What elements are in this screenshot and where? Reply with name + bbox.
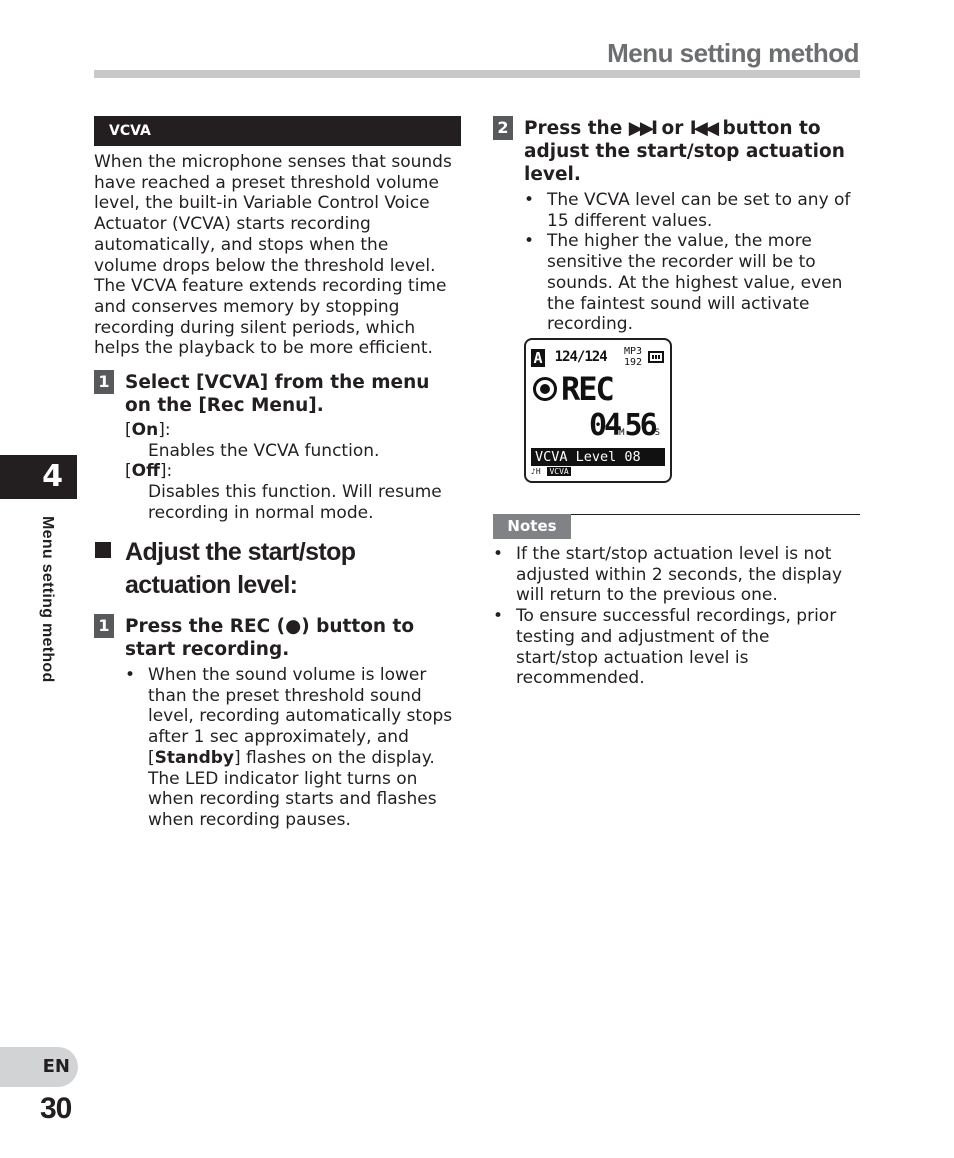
- option-on-description: Enables the VCVA function.: [148, 440, 380, 461]
- bitrate: 192: [623, 357, 643, 368]
- step-select-vcva-title: [125, 371, 455, 417]
- lcd-status-row: [531, 348, 613, 368]
- section-heading: Adjust the start/stop actuation level:: [125, 538, 356, 599]
- second-unit: S: [654, 428, 661, 438]
- option-on-row: [On]:: [125, 420, 171, 440]
- rec-status: REC: [561, 370, 613, 408]
- option-off-row: [Off]:: [125, 461, 173, 482]
- step-text: Select [: [125, 372, 205, 393]
- step-text: button to adjust the start/stop actuation level.: [524, 118, 845, 185]
- time-seconds: 56: [624, 408, 655, 443]
- list-item: • If the start/stop actuation level is not adjusted within 2 seconds, the display will return to the previous one.: [493, 544, 853, 606]
- option-off-label: Off: [131, 461, 160, 482]
- page-number: 30: [40, 1092, 72, 1125]
- mic-sensitivity-icon: ♪: [531, 467, 536, 476]
- step-text: Press the: [524, 118, 629, 139]
- chapter-tab: 4: [0, 455, 77, 499]
- header-rule: [94, 70, 860, 78]
- format-type: MP3: [623, 346, 643, 357]
- step-number-badge: 1: [94, 370, 114, 394]
- bullet-text: ] flashes on the display. The LED indicator light turns on when recording starts and flashes when recording pauses.: [148, 747, 437, 830]
- option-off-description: Disables this function. Will resume recording in normal mode.: [148, 482, 442, 523]
- chapter-side-label: Menu setting method: [39, 516, 56, 683]
- step-number-badge: 2: [493, 116, 513, 140]
- minute-unit: M: [619, 428, 625, 438]
- menu-name: Rec Menu: [206, 395, 309, 416]
- menu-item-name: VCVA: [204, 372, 260, 393]
- list-item: [125, 665, 457, 831]
- step-text: ].: [308, 395, 324, 416]
- vcva-mode-badge: VCVA: [549, 467, 569, 476]
- standby-label: Standby: [154, 747, 235, 768]
- list-item: • The VCVA level can be set to any of 15 different values.: [524, 190, 862, 231]
- page-header-title: Menu setting method: [607, 38, 859, 68]
- level-bullet-list: [524, 190, 862, 335]
- file-counter: 124/124: [554, 349, 607, 365]
- intro-paragraph: When the microphone senses that sounds have reached a preset threshold volume level, the built-in Variable Control Voice Actuator (VCVA) starts recording automatically, and stops when the volume drops below the threshold level. The VCVA feature extends recording time and conserves memory by stopping recording during silent periods, which helps the playback to be more efficient.: [94, 152, 452, 359]
- section-title-bar: VCVA: [94, 116, 461, 146]
- step-number-badge: 1: [94, 614, 114, 638]
- notes-label: Notes: [493, 514, 571, 539]
- rec-symbol: (●): [270, 616, 317, 637]
- elapsed-time: [589, 409, 660, 450]
- format-indicator: [621, 346, 645, 368]
- battery-icon: [648, 351, 664, 363]
- rewind-icon: I◀◀: [689, 118, 717, 139]
- recorder-display-illustration: [524, 338, 672, 483]
- step-text: or: [655, 118, 690, 139]
- folder-indicator: A: [531, 349, 545, 367]
- step-adjust-level-title: [524, 117, 860, 186]
- step-text: Press the: [125, 616, 230, 637]
- time-minutes: 04: [589, 408, 620, 443]
- mic-sensitivity-label: H: [535, 467, 541, 476]
- bottom-indicator-row: [531, 467, 571, 477]
- bullet-text: When the sound volume is lower than the preset threshold sound level, recording automatically stops after 1 sec approximately, and [: [148, 665, 453, 768]
- list-item: • To ensure successful recordings, prior testing and adjustment of the start/stop actuation level is recommended.: [493, 606, 853, 689]
- language-tab: EN: [0, 1047, 78, 1087]
- option-list: [125, 420, 455, 524]
- rec-key-label: REC: [229, 616, 271, 637]
- vcva-level-readout: VCVA Level 08: [531, 448, 665, 466]
- list-item: • The higher the value, the more sensitive the recorder will be to sounds. At the highest value, even the faintest sound will activate recording.: [524, 231, 862, 335]
- step-text: ] from the menu on the [: [125, 372, 430, 416]
- step-press-rec-title: [125, 615, 455, 661]
- rec-bullet-list: [125, 665, 457, 831]
- lcd-screen: [531, 345, 665, 476]
- notes-list: [493, 544, 853, 689]
- step-text: button to start recording.: [125, 616, 415, 660]
- fast-forward-icon: ▶▶I: [628, 118, 656, 139]
- heading-square-marker: [95, 542, 111, 558]
- option-on-label: On: [131, 420, 159, 440]
- rec-icon: [533, 377, 557, 401]
